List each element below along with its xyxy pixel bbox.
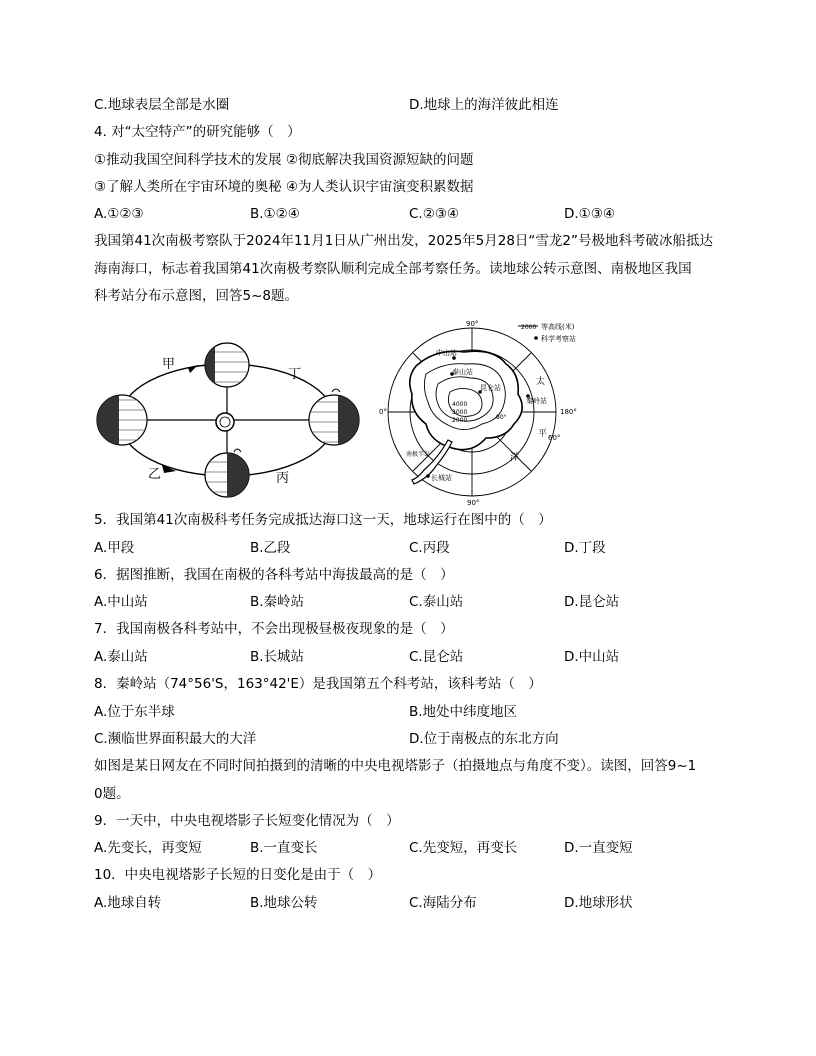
q6-option-a: A.中山站 bbox=[94, 594, 148, 610]
q5-option-c: C.丙段 bbox=[409, 540, 450, 556]
q3-option-c: C.地球表层全部是水圈 bbox=[94, 97, 230, 113]
earth-left-icon bbox=[97, 392, 147, 448]
q10-options-row bbox=[94, 894, 734, 912]
q9-stem: 9．一天中，中央电视塔影子长短变化情况为（ ） bbox=[94, 813, 400, 829]
q6-option-c: C.泰山站 bbox=[409, 594, 464, 610]
station-taishan: 泰山站 bbox=[452, 368, 473, 376]
label-bing: 丙 bbox=[276, 471, 290, 486]
ocean-char-2: 平 bbox=[538, 429, 548, 439]
earth-bottom-icon bbox=[205, 449, 251, 500]
q7-option-a: A.泰山站 bbox=[94, 649, 148, 665]
q5-option-a: A.甲段 bbox=[94, 540, 135, 556]
antarctica-map-figure bbox=[376, 318, 602, 510]
station-changcheng: 长城站 bbox=[431, 474, 452, 482]
station-changcheng-icon bbox=[426, 474, 430, 478]
q9-option-c: C.先变短，再变长 bbox=[409, 840, 518, 856]
lon-80: 80° bbox=[496, 414, 507, 421]
q10-option-d: D.地球形状 bbox=[564, 895, 633, 911]
label-yi: 乙 bbox=[148, 467, 162, 482]
q3-options-row bbox=[94, 96, 734, 114]
ocean-char-1: 太 bbox=[536, 377, 546, 387]
earth-right-icon bbox=[309, 389, 362, 448]
q6-stem: 6．据图推断，我国在南极的各科考站中海拔最高的是（ ） bbox=[94, 567, 454, 583]
station-zhongshan: 中山站 bbox=[436, 349, 457, 357]
q4-stem: 4. 对“太空特产”的研究能够（ ） bbox=[94, 124, 301, 140]
q9-option-b: B.一直变长 bbox=[250, 840, 318, 856]
q4-option-d: D.①③④ bbox=[564, 206, 615, 222]
q3-option-d: D.地球上的海洋彼此相连 bbox=[409, 97, 559, 113]
label-ding: 丁 bbox=[288, 367, 302, 382]
passage1-line3: 科考站分布示意图，回答5~8题。 bbox=[94, 288, 298, 304]
q10-stem: 10．中央电视塔影子长短的日变化是由于（ ） bbox=[94, 867, 382, 883]
q8-stem: 8．秦岭站（74°56'S，163°42'E）是我国第五个科考站，该科考站（ ） bbox=[94, 676, 542, 692]
q9-option-a: A.先变长，再变短 bbox=[94, 840, 202, 856]
q7-stem: 7．我国南极各科考站中，不会出现极昼极夜现象的是（ ） bbox=[94, 621, 454, 637]
q8-options-row2 bbox=[94, 730, 734, 748]
q4-option-a: A.①②③ bbox=[94, 206, 144, 222]
q5-options-row bbox=[94, 539, 734, 557]
q10-option-a: A.地球自转 bbox=[94, 895, 162, 911]
lon-0: 0° bbox=[379, 408, 387, 416]
q6-option-d: D.昆仑站 bbox=[564, 594, 620, 610]
q8-option-c: C.濒临世界面积最大的大洋 bbox=[94, 731, 257, 747]
earth-orbit-figure bbox=[92, 330, 362, 500]
q7-option-d: D.中山站 bbox=[564, 649, 620, 665]
legend-contour-value: 2000 bbox=[521, 324, 537, 331]
q8-option-a: A.位于东半球 bbox=[94, 704, 175, 720]
contour-2000-label: 2000 bbox=[452, 417, 468, 424]
sun-icon bbox=[216, 413, 234, 431]
station-qinling: 秦岭站 bbox=[526, 397, 547, 405]
lon-60: 60° bbox=[548, 434, 561, 442]
q10-option-b: B.地球公转 bbox=[250, 895, 318, 911]
legend-station-label: 科学考察站 bbox=[541, 335, 576, 343]
q8-option-d: D.位于南极点的东北方向 bbox=[409, 731, 559, 747]
q8-options-row1 bbox=[94, 703, 734, 721]
label-peninsula: 南极半岛 bbox=[406, 451, 431, 458]
contour-3000-label: 3000 bbox=[452, 409, 468, 416]
q10-option-c: C.海陆分布 bbox=[409, 895, 477, 911]
legend-contour-label: 等高线(米) bbox=[541, 323, 575, 331]
q4-line1: ①推动我国空间科学技术的发展 ②彻底解决我国资源短缺的问题 bbox=[94, 152, 474, 168]
lon-90-top: 90° bbox=[466, 320, 479, 328]
q6-options-row bbox=[94, 593, 734, 611]
q5-option-d: D.丁段 bbox=[564, 540, 606, 556]
legend-station-icon bbox=[534, 336, 538, 340]
q5-stem: 5．我国第41次南极科考任务完成抵达海口这一天，地球运行在图中的（ ） bbox=[94, 512, 552, 528]
label-jia: 甲 bbox=[162, 357, 176, 372]
legend bbox=[518, 322, 576, 343]
q4-option-c: C.②③④ bbox=[409, 206, 460, 222]
q9-option-d: D.一直变短 bbox=[564, 840, 633, 856]
q7-option-c: C.昆仑站 bbox=[409, 649, 464, 665]
contour-4000-label: 4000 bbox=[452, 401, 468, 408]
passage1-line1: 我国第41次南极考察队于2024年11月1日从广州出发，2025年5月28日“雪龙2”号极地科考破冰船抵达 bbox=[94, 233, 714, 249]
q8-option-b: B.地处中纬度地区 bbox=[409, 704, 518, 720]
lon-180: 180° bbox=[560, 408, 577, 416]
lon-90-bottom: 90° bbox=[467, 499, 480, 507]
q4-line2: ③了解人类所在宇宙环境的奥秘 ④为人类认识宇宙演变积累数据 bbox=[94, 179, 474, 195]
q7-options-row bbox=[94, 648, 734, 666]
station-kunlun: 昆仑站 bbox=[480, 384, 501, 392]
passage2-line2: 0题。 bbox=[94, 786, 130, 802]
passage1-line2: 海南海口，标志着我国第41次南极考察队顺利完成全部考察任务。读地球公转示意图、南极地区我国 bbox=[94, 261, 692, 277]
q7-option-b: B.长城站 bbox=[250, 649, 305, 665]
passage2-line1: 如图是某日网友在不同时间拍摄到的清晰的中央电视塔影子（拍摄地点与角度不变）。读图，回答9~1 bbox=[94, 758, 697, 774]
q6-option-b: B.秦岭站 bbox=[250, 594, 305, 610]
q4-option-b: B.①②④ bbox=[250, 206, 300, 222]
ocean-char-3: 洋 bbox=[510, 453, 520, 463]
q5-option-b: B.乙段 bbox=[250, 540, 291, 556]
q4-options-row bbox=[94, 205, 734, 223]
earth-top-icon bbox=[205, 340, 249, 390]
q9-options-row bbox=[94, 839, 734, 857]
